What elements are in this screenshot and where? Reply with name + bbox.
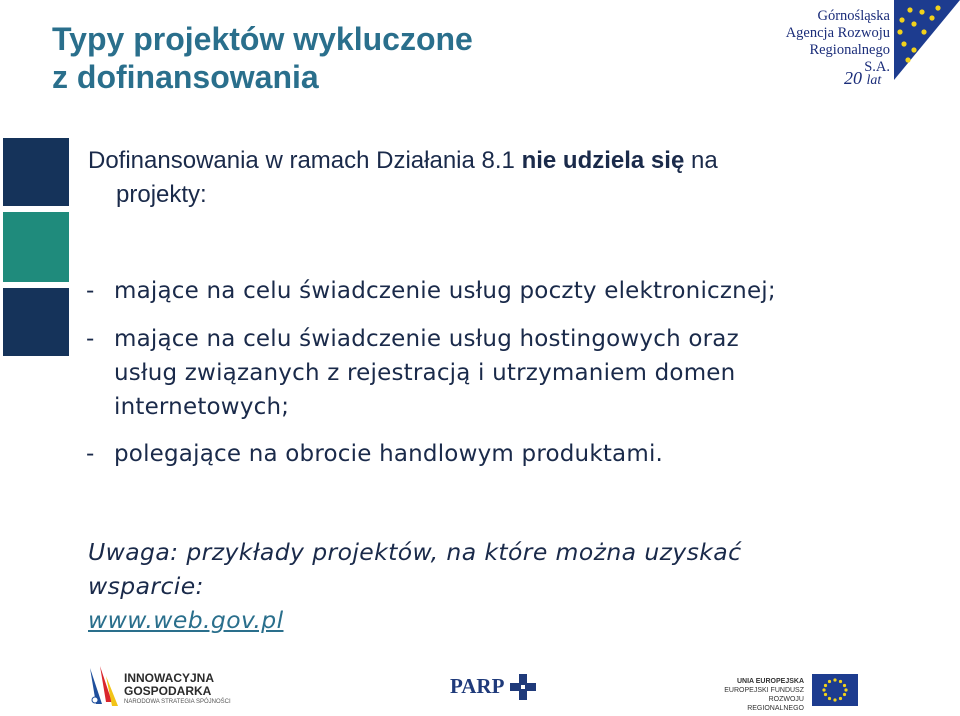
intro-text: Dofinansowania w ramach Działania 8.1 nie udziela się na projekty: bbox=[88, 147, 718, 208]
garr-logo bbox=[784, 0, 960, 96]
anniversary-label: 20 lat bbox=[844, 68, 882, 88]
eu-flag-icon bbox=[812, 674, 858, 706]
decor-square-navy-2 bbox=[3, 288, 69, 356]
list-item: - mające na celu świadczenie usług poczty elektronicznej; bbox=[86, 278, 776, 304]
list-item: - mające na celu świadczenie usług hostingowych oraz usług związanych z rejestracją i utrzymaniem domen internetowych; bbox=[86, 326, 739, 420]
eu-fund-logo: UNIA EUROPEJSKA EUROPEJSKI FUNDUSZ ROZWOJU REGIONALNEGO bbox=[712, 674, 862, 708]
ig-emblem-icon bbox=[86, 664, 120, 710]
title-line-1: Typy projektów wykluczone bbox=[52, 21, 473, 57]
parp-emblem-icon bbox=[508, 672, 538, 702]
decor-square-teal bbox=[3, 212, 69, 282]
note-text: Uwaga: przykłady projektów, na które można uzyskać wsparcie: www.web.gov.pl bbox=[88, 538, 742, 634]
eu-flag-triangle-icon bbox=[894, 0, 960, 80]
web-gov-link[interactable]: www.web.gov.pl bbox=[88, 606, 284, 634]
garr-logo-name: Górnośląska Agencja Rozwoju Regionalnego S.A. bbox=[785, 8, 890, 75]
intro-emphasis: nie udziela się bbox=[521, 147, 685, 174]
title-line-2: z dofinansowania bbox=[52, 59, 319, 95]
parp-logo: PARP bbox=[450, 672, 542, 708]
slide-title bbox=[52, 20, 473, 96]
decor-square-navy-1 bbox=[3, 138, 69, 206]
list-item: - polegające na obrocie handlowym produktami. bbox=[86, 441, 664, 467]
innowacyjna-gospodarka-logo: INNOWACYJNA GOSPODARKA NARODOWA STRATEGIA SPÓJNOŚCI bbox=[86, 664, 246, 710]
